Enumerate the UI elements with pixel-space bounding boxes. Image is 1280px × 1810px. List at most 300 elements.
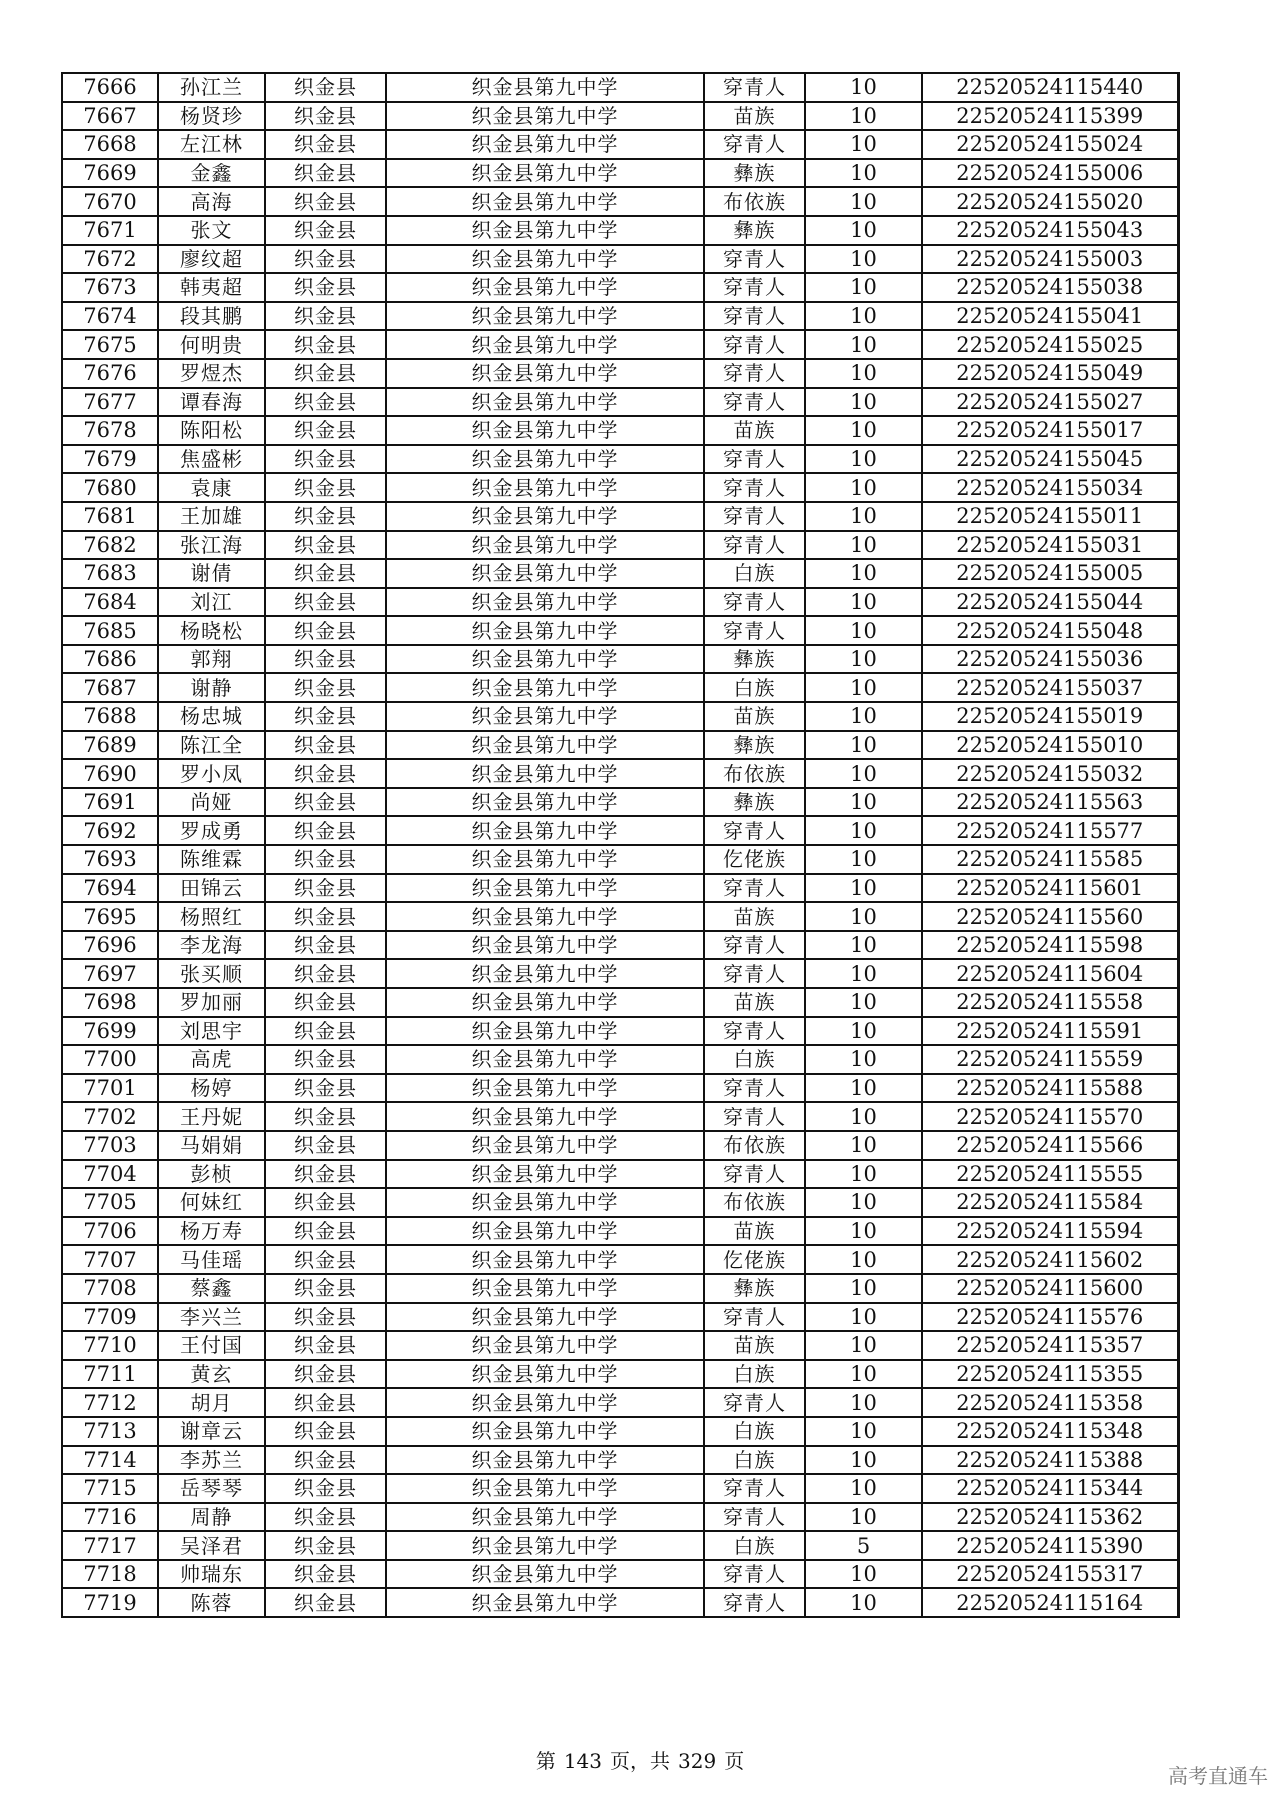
name-cell: 李龙海	[158, 931, 265, 960]
county-cell: 织金县	[265, 702, 386, 731]
ethnicity-cell: 穿青人	[704, 1474, 805, 1503]
serial-cell: 7677	[62, 388, 158, 417]
ethnicity-cell: 穿青人	[704, 1560, 805, 1589]
serial-cell: 7680	[62, 473, 158, 502]
serial-cell: 7695	[62, 902, 158, 931]
ethnicity-cell: 穿青人	[704, 359, 805, 388]
exam-id-cell: 22520524115563	[922, 788, 1178, 817]
county-cell: 织金县	[265, 502, 386, 531]
score-cell: 10	[805, 1303, 922, 1332]
table-row	[62, 645, 1178, 674]
county-cell: 织金县	[265, 1188, 386, 1217]
exam-id-cell: 22520524115390	[922, 1531, 1178, 1560]
score-cell: 10	[805, 1474, 922, 1503]
table-row	[62, 788, 1178, 817]
school-cell: 织金县第九中学	[386, 845, 704, 874]
ethnicity-cell: 布依族	[704, 759, 805, 788]
table-row	[62, 1131, 1178, 1160]
table-row	[62, 302, 1178, 331]
score-cell: 10	[805, 1560, 922, 1589]
school-cell: 织金县第九中学	[386, 416, 704, 445]
exam-id-cell: 22520524155043	[922, 216, 1178, 245]
serial-cell: 7691	[62, 788, 158, 817]
ethnicity-cell: 穿青人	[704, 959, 805, 988]
ethnicity-cell: 穿青人	[704, 874, 805, 903]
serial-cell: 7669	[62, 159, 158, 188]
serial-cell: 7707	[62, 1245, 158, 1274]
serial-cell: 7703	[62, 1131, 158, 1160]
exam-id-cell: 22520524155049	[922, 359, 1178, 388]
ethnicity-cell: 穿青人	[704, 445, 805, 474]
exam-id-cell: 22520524155044	[922, 588, 1178, 617]
name-cell: 谭春海	[158, 388, 265, 417]
table-row	[62, 559, 1178, 588]
county-cell: 织金县	[265, 1160, 386, 1189]
table-row	[62, 1331, 1178, 1360]
serial-cell: 7709	[62, 1303, 158, 1332]
score-cell: 10	[805, 673, 922, 702]
ethnicity-cell: 苗族	[704, 1331, 805, 1360]
exam-id-cell: 22520524115576	[922, 1303, 1178, 1332]
serial-cell: 7704	[62, 1160, 158, 1189]
score-cell: 10	[805, 1331, 922, 1360]
county-cell: 织金县	[265, 902, 386, 931]
name-cell: 尚娅	[158, 788, 265, 817]
exam-id-cell: 22520524115399	[922, 102, 1178, 131]
exam-id-cell: 22520524115588	[922, 1074, 1178, 1103]
table-row	[62, 73, 1178, 102]
name-cell: 刘思宇	[158, 1017, 265, 1046]
county-cell: 织金县	[265, 273, 386, 302]
serial-cell: 7670	[62, 187, 158, 216]
table-row	[62, 1303, 1178, 1332]
table-row	[62, 1188, 1178, 1217]
name-cell: 岳琴琴	[158, 1474, 265, 1503]
school-cell: 织金县第九中学	[386, 1274, 704, 1303]
ethnicity-cell: 穿青人	[704, 330, 805, 359]
serial-cell: 7668	[62, 130, 158, 159]
county-cell: 织金县	[265, 931, 386, 960]
score-cell: 5	[805, 1531, 922, 1560]
county-cell: 织金县	[265, 1331, 386, 1360]
score-cell: 10	[805, 788, 922, 817]
watermark: 高考直通车	[1168, 1764, 1268, 1788]
ethnicity-cell: 穿青人	[704, 388, 805, 417]
county-cell: 织金县	[265, 1274, 386, 1303]
serial-cell: 7705	[62, 1188, 158, 1217]
table-row	[62, 1560, 1178, 1589]
ethnicity-cell: 白族	[704, 1360, 805, 1389]
school-cell: 织金县第九中学	[386, 959, 704, 988]
county-cell: 织金县	[265, 1474, 386, 1503]
serial-cell: 7702	[62, 1102, 158, 1131]
county-cell: 织金县	[265, 731, 386, 760]
county-cell: 织金县	[265, 1102, 386, 1131]
school-cell: 织金县第九中学	[386, 1102, 704, 1131]
score-cell: 10	[805, 416, 922, 445]
serial-cell: 7672	[62, 245, 158, 274]
exam-id-cell: 22520524115560	[922, 902, 1178, 931]
table-row	[62, 845, 1178, 874]
school-cell: 织金县第九中学	[386, 1417, 704, 1446]
exam-id-cell: 22520524115358	[922, 1388, 1178, 1417]
school-cell: 织金县第九中学	[386, 902, 704, 931]
score-cell: 10	[805, 1360, 922, 1389]
name-cell: 杨晓松	[158, 616, 265, 645]
exam-id-cell: 22520524155038	[922, 273, 1178, 302]
table-row	[62, 445, 1178, 474]
school-cell: 织金县第九中学	[386, 1045, 704, 1074]
score-cell: 10	[805, 1446, 922, 1475]
exam-id-cell: 22520524115348	[922, 1417, 1178, 1446]
score-cell: 10	[805, 1074, 922, 1103]
ethnicity-cell: 穿青人	[704, 273, 805, 302]
name-cell: 李苏兰	[158, 1446, 265, 1475]
serial-cell: 7713	[62, 1417, 158, 1446]
table-row	[62, 102, 1178, 131]
table-row	[62, 673, 1178, 702]
table-row	[62, 1588, 1178, 1617]
school-cell: 织金县第九中学	[386, 645, 704, 674]
exam-id-cell: 22520524155036	[922, 645, 1178, 674]
score-cell: 10	[805, 1417, 922, 1446]
serial-cell: 7679	[62, 445, 158, 474]
exam-id-cell: 22520524155020	[922, 187, 1178, 216]
serial-cell: 7716	[62, 1503, 158, 1532]
school-cell: 织金县第九中学	[386, 388, 704, 417]
serial-cell: 7671	[62, 216, 158, 245]
serial-cell: 7681	[62, 502, 158, 531]
school-cell: 织金县第九中学	[386, 1446, 704, 1475]
serial-cell: 7718	[62, 1560, 158, 1589]
score-cell: 10	[805, 816, 922, 845]
county-cell: 织金县	[265, 388, 386, 417]
ethnicity-cell: 穿青人	[704, 473, 805, 502]
school-cell: 织金县第九中学	[386, 616, 704, 645]
score-cell: 10	[805, 502, 922, 531]
table-row	[62, 1045, 1178, 1074]
name-cell: 王付国	[158, 1331, 265, 1360]
ethnicity-cell: 仡佬族	[704, 845, 805, 874]
table-row	[62, 1446, 1178, 1475]
name-cell: 陈蓉	[158, 1588, 265, 1617]
county-cell: 织金县	[265, 1360, 386, 1389]
ethnicity-cell: 苗族	[704, 416, 805, 445]
serial-cell: 7675	[62, 330, 158, 359]
school-cell: 织金县第九中学	[386, 245, 704, 274]
school-cell: 织金县第九中学	[386, 816, 704, 845]
serial-cell: 7686	[62, 645, 158, 674]
school-cell: 织金县第九中学	[386, 1131, 704, 1160]
exam-id-cell: 22520524115591	[922, 1017, 1178, 1046]
table-row	[62, 330, 1178, 359]
table-row	[62, 1102, 1178, 1131]
table-row	[62, 988, 1178, 1017]
ethnicity-cell: 苗族	[704, 702, 805, 731]
county-cell: 织金县	[265, 216, 386, 245]
table-row	[62, 130, 1178, 159]
county-cell: 织金县	[265, 759, 386, 788]
county-cell: 织金县	[265, 302, 386, 331]
table-row	[62, 816, 1178, 845]
serial-cell: 7673	[62, 273, 158, 302]
table-row	[62, 1531, 1178, 1560]
name-cell: 黄玄	[158, 1360, 265, 1389]
school-cell: 织金县第九中学	[386, 588, 704, 617]
score-cell: 10	[805, 102, 922, 131]
exam-id-cell: 22520524115566	[922, 1131, 1178, 1160]
name-cell: 陈阳松	[158, 416, 265, 445]
score-cell: 10	[805, 645, 922, 674]
school-cell: 织金县第九中学	[386, 359, 704, 388]
ethnicity-cell: 彝族	[704, 1274, 805, 1303]
school-cell: 织金县第九中学	[386, 1217, 704, 1246]
school-cell: 织金县第九中学	[386, 330, 704, 359]
name-cell: 焦盛彬	[158, 445, 265, 474]
ethnicity-cell: 穿青人	[704, 1503, 805, 1532]
name-cell: 韩夷超	[158, 273, 265, 302]
exam-id-cell: 22520524115388	[922, 1446, 1178, 1475]
name-cell: 高海	[158, 187, 265, 216]
county-cell: 织金县	[265, 1588, 386, 1617]
school-cell: 织金县第九中学	[386, 1017, 704, 1046]
name-cell: 帅瑞东	[158, 1560, 265, 1589]
exam-id-cell: 22520524115602	[922, 1245, 1178, 1274]
score-cell: 10	[805, 1017, 922, 1046]
ethnicity-cell: 穿青人	[704, 130, 805, 159]
school-cell: 织金县第九中学	[386, 731, 704, 760]
name-cell: 杨贤珍	[158, 102, 265, 131]
exam-id-cell: 22520524155006	[922, 159, 1178, 188]
name-cell: 田锦云	[158, 874, 265, 903]
exam-id-cell: 22520524115440	[922, 73, 1178, 102]
county-cell: 织金县	[265, 473, 386, 502]
table-row	[62, 1503, 1178, 1532]
serial-cell: 7712	[62, 1388, 158, 1417]
table-row	[62, 1245, 1178, 1274]
score-cell: 10	[805, 73, 922, 102]
ethnicity-cell: 苗族	[704, 988, 805, 1017]
score-cell: 10	[805, 159, 922, 188]
name-cell: 杨忠城	[158, 702, 265, 731]
serial-cell: 7710	[62, 1331, 158, 1360]
serial-cell: 7693	[62, 845, 158, 874]
county-cell: 织金县	[265, 416, 386, 445]
score-cell: 10	[805, 1045, 922, 1074]
county-cell: 织金县	[265, 1045, 386, 1074]
ethnicity-cell: 穿青人	[704, 245, 805, 274]
serial-cell: 7717	[62, 1531, 158, 1560]
serial-cell: 7676	[62, 359, 158, 388]
name-cell: 段其鹏	[158, 302, 265, 331]
exam-id-cell: 22520524155027	[922, 388, 1178, 417]
ethnicity-cell: 仡佬族	[704, 1245, 805, 1274]
exam-id-cell: 22520524155003	[922, 245, 1178, 274]
score-cell: 10	[805, 902, 922, 931]
page-mid: 页，共	[610, 1749, 670, 1773]
table-row	[62, 216, 1178, 245]
serial-cell: 7701	[62, 1074, 158, 1103]
exam-id-cell: 22520524155024	[922, 130, 1178, 159]
ethnicity-cell: 白族	[704, 1417, 805, 1446]
ethnicity-cell: 彝族	[704, 788, 805, 817]
name-cell: 王丹妮	[158, 1102, 265, 1131]
table-row	[62, 416, 1178, 445]
serial-cell: 7700	[62, 1045, 158, 1074]
table-row	[62, 388, 1178, 417]
name-cell: 廖纹超	[158, 245, 265, 274]
score-cell: 10	[805, 988, 922, 1017]
table-row	[62, 159, 1178, 188]
name-cell: 蔡鑫	[158, 1274, 265, 1303]
serial-cell: 7683	[62, 559, 158, 588]
school-cell: 织金县第九中学	[386, 673, 704, 702]
county-cell: 织金县	[265, 187, 386, 216]
score-cell: 10	[805, 1217, 922, 1246]
school-cell: 织金县第九中学	[386, 502, 704, 531]
school-cell: 织金县第九中学	[386, 559, 704, 588]
table-row	[62, 473, 1178, 502]
exam-id-cell: 22520524155031	[922, 531, 1178, 560]
ethnicity-cell: 布依族	[704, 1131, 805, 1160]
school-cell: 织金县第九中学	[386, 73, 704, 102]
table-row	[62, 874, 1178, 903]
name-cell: 吴泽君	[158, 1531, 265, 1560]
county-cell: 织金县	[265, 1074, 386, 1103]
ethnicity-cell: 布依族	[704, 187, 805, 216]
ethnicity-cell: 彝族	[704, 731, 805, 760]
table-row	[62, 902, 1178, 931]
table-row	[62, 1017, 1178, 1046]
county-cell: 织金县	[265, 1388, 386, 1417]
table-row	[62, 187, 1178, 216]
score-cell: 10	[805, 931, 922, 960]
serial-cell: 7698	[62, 988, 158, 1017]
name-cell: 罗小凤	[158, 759, 265, 788]
exam-id-cell: 22520524155317	[922, 1560, 1178, 1589]
score-cell: 10	[805, 302, 922, 331]
county-cell: 织金县	[265, 1446, 386, 1475]
county-cell: 织金县	[265, 1303, 386, 1332]
name-cell: 陈维霖	[158, 845, 265, 874]
exam-id-cell: 22520524155032	[922, 759, 1178, 788]
page-footer	[0, 1745, 1280, 1774]
score-cell: 10	[805, 216, 922, 245]
exam-id-cell: 22520524115577	[922, 816, 1178, 845]
name-cell: 杨婷	[158, 1074, 265, 1103]
serial-cell: 7667	[62, 102, 158, 131]
page-total: 329	[678, 1749, 717, 1773]
serial-cell: 7719	[62, 1588, 158, 1617]
score-cell: 10	[805, 388, 922, 417]
exam-id-cell: 22520524155041	[922, 302, 1178, 331]
ethnicity-cell: 彝族	[704, 159, 805, 188]
score-cell: 10	[805, 759, 922, 788]
ethnicity-cell: 穿青人	[704, 531, 805, 560]
school-cell: 织金县第九中学	[386, 1160, 704, 1189]
exam-id-cell: 22520524115344	[922, 1474, 1178, 1503]
name-cell: 左江林	[158, 130, 265, 159]
ethnicity-cell: 白族	[704, 1531, 805, 1560]
county-cell: 织金县	[265, 616, 386, 645]
serial-cell: 7708	[62, 1274, 158, 1303]
table-row	[62, 931, 1178, 960]
table-row	[62, 702, 1178, 731]
score-cell: 10	[805, 588, 922, 617]
name-cell: 孙江兰	[158, 73, 265, 102]
ethnicity-cell: 穿青人	[704, 588, 805, 617]
county-cell: 织金县	[265, 1560, 386, 1589]
name-cell: 何妹红	[158, 1188, 265, 1217]
score-cell: 10	[805, 531, 922, 560]
county-cell: 织金县	[265, 1017, 386, 1046]
name-cell: 张文	[158, 216, 265, 245]
table-row	[62, 1217, 1178, 1246]
serial-cell: 7682	[62, 531, 158, 560]
exam-id-cell: 22520524115604	[922, 959, 1178, 988]
exam-id-cell: 22520524155025	[922, 330, 1178, 359]
county-cell: 织金县	[265, 245, 386, 274]
score-cell: 10	[805, 845, 922, 874]
exam-id-cell: 22520524115598	[922, 931, 1178, 960]
exam-id-cell: 22520524155017	[922, 416, 1178, 445]
county-cell: 织金县	[265, 531, 386, 560]
school-cell: 织金县第九中学	[386, 1245, 704, 1274]
serial-cell: 7690	[62, 759, 158, 788]
ethnicity-cell: 穿青人	[704, 1017, 805, 1046]
school-cell: 织金县第九中学	[386, 216, 704, 245]
school-cell: 织金县第九中学	[386, 1474, 704, 1503]
table-row	[62, 531, 1178, 560]
school-cell: 织金县第九中学	[386, 759, 704, 788]
score-cell: 10	[805, 1274, 922, 1303]
serial-cell: 7714	[62, 1446, 158, 1475]
name-cell: 刘江	[158, 588, 265, 617]
table-body	[62, 73, 1178, 1617]
school-cell: 织金县第九中学	[386, 445, 704, 474]
county-cell: 织金县	[265, 1131, 386, 1160]
name-cell: 马娟娟	[158, 1131, 265, 1160]
score-cell: 10	[805, 445, 922, 474]
school-cell: 织金县第九中学	[386, 130, 704, 159]
ethnicity-cell: 苗族	[704, 1217, 805, 1246]
ethnicity-cell: 穿青人	[704, 1388, 805, 1417]
score-cell: 10	[805, 273, 922, 302]
exam-id-cell: 22520524115555	[922, 1160, 1178, 1189]
county-cell: 织金县	[265, 559, 386, 588]
page-suffix: 页	[724, 1749, 745, 1773]
serial-cell: 7689	[62, 731, 158, 760]
school-cell: 织金县第九中学	[386, 788, 704, 817]
school-cell: 织金县第九中学	[386, 302, 704, 331]
name-cell: 罗煜杰	[158, 359, 265, 388]
name-cell: 金鑫	[158, 159, 265, 188]
name-cell: 郭翔	[158, 645, 265, 674]
page-number: 143	[563, 1749, 602, 1773]
school-cell: 织金县第九中学	[386, 1360, 704, 1389]
school-cell: 织金县第九中学	[386, 1588, 704, 1617]
serial-cell: 7706	[62, 1217, 158, 1246]
serial-cell: 7678	[62, 416, 158, 445]
results-table	[61, 72, 1180, 1618]
name-cell: 罗加丽	[158, 988, 265, 1017]
name-cell: 陈江全	[158, 731, 265, 760]
score-cell: 10	[805, 473, 922, 502]
exam-id-cell: 22520524115601	[922, 874, 1178, 903]
ethnicity-cell: 布依族	[704, 1188, 805, 1217]
page-prefix: 第	[535, 1749, 556, 1773]
county-cell: 织金县	[265, 588, 386, 617]
